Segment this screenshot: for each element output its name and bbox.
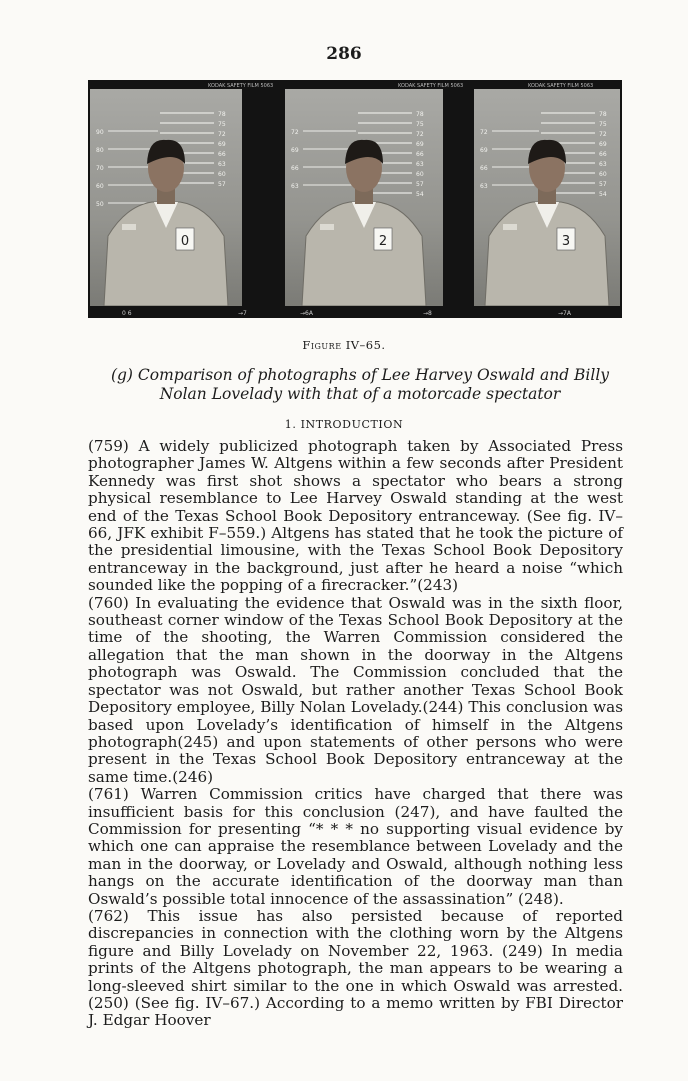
scale-label: 75 [599, 121, 607, 128]
placard-number: 3 [561, 234, 571, 249]
scale-label: 54 [599, 191, 607, 198]
subheading-introduction: 1. INTRODUCTION [284, 418, 404, 431]
scale-label: 63 [599, 161, 607, 168]
pocket-badge [320, 224, 334, 230]
scale-label: 57 [599, 181, 607, 188]
scale-label: 72 [416, 131, 424, 138]
scale-label: 72 [291, 129, 299, 136]
scale-label: 75 [416, 121, 424, 128]
mugshot-frame-0 [90, 89, 242, 306]
frame-arrow-mark: →8 [423, 310, 432, 317]
film-edge-top [88, 80, 622, 89]
scale-label: 66 [599, 151, 607, 158]
pocket-badge [122, 224, 136, 230]
scale-label: 63 [480, 183, 488, 190]
scale-label: 78 [218, 111, 226, 118]
scale-label: 69 [291, 147, 299, 154]
paragraph-760: (760) In evaluating the evidence that Oswald was in the sixth floor, southeast corner window of the Texas School Book Depository at the time of the shooting, the Warren Commission considered the allegation that the man shown in the doorway in the Altgens photograph was Oswald. The Commission concluded that the spectator was not Oswald, but rather another Texas School Book Depository employee, Billy Nolan Lovelady.(244) This conclusion was based upon Lovelady’s identification of himself in the Altgens photograph(245) and upon statements of other persons who were present in the Texas School Book Depository entranceway at the same time.(246) [88, 593, 623, 786]
scale-label: 78 [599, 111, 607, 118]
scale-label: 66 [218, 151, 226, 158]
scale-label: 57 [218, 181, 226, 188]
mugshot-frame-2 [285, 89, 443, 306]
scale-label: 90 [96, 129, 104, 136]
mugshot-drawing [90, 89, 242, 306]
page-number: 286 [326, 44, 362, 64]
scale-label: 78 [416, 111, 424, 118]
scale-label: 60 [416, 171, 424, 178]
mugshot-frame-3 [474, 89, 620, 306]
photo-figure [88, 80, 622, 318]
scale-label: 69 [416, 141, 424, 148]
film-edge-text: KODAK SAFETY FILM 5063 [208, 83, 274, 89]
scale-label: 57 [416, 181, 424, 188]
paragraph-761: (761) Warren Commission critics have charged that there was insufficient basis for this conclusion (247), and have faulted the Commission for presenting “* * * no supporting visual evidence by which one can appraise the resemblance between Lovelady and the man in the doorway, or Lovelady and Oswald, although nothing less hangs on the accurate identification of the doorway man than Oswald’s possible total innocence of the assassination” (248). [88, 785, 623, 908]
mugshot-drawing [474, 89, 620, 306]
scale-label: 80 [96, 147, 104, 154]
scale-label: 63 [218, 161, 226, 168]
scale-label: 63 [291, 183, 299, 190]
scale-label: 72 [599, 131, 607, 138]
frame-edge-mark: →6A [300, 310, 313, 317]
film-edge-text: KODAK SAFETY FILM 5063 [398, 83, 464, 89]
paragraph-759: (759) A widely publicized photograph taken by Associated Press photographer James W. Altgens within a few seconds after President Kennedy was first shot shows a spectator who bears a strong physical resemblance to Lee Harvey Oswald standing at the west end of the Texas School Book Depository entranceway. (See fig. IV–66, JFK exhibit F–559.) Altgens has stated that he took the picture of the presidential limousine, with the Texas School Book Depository entranceway in the background, just after he heard a noise “which sounded like the popping of a firecracker.”(243) [88, 437, 623, 595]
scale-label: 69 [480, 147, 488, 154]
frame-arrow-mark: →7A [558, 310, 571, 317]
pocket-badge [503, 224, 517, 230]
scale-label: 72 [218, 131, 226, 138]
frame-edge-mark: 0 6 [122, 310, 132, 317]
scale-label: 60 [96, 183, 104, 190]
scale-label: 66 [480, 165, 488, 172]
mugshot-drawing [285, 89, 443, 306]
film-edge-bottom [88, 306, 622, 318]
frame-arrow-mark: →7 [238, 310, 247, 317]
scale-label: 70 [96, 165, 104, 172]
placard-number: 0 [180, 234, 190, 249]
scale-label: 66 [291, 165, 299, 172]
scale-label: 63 [416, 161, 424, 168]
section-title-line-2: Nolan Lovelady with that of a motorcade spectator [159, 385, 561, 403]
scale-label: 50 [96, 201, 104, 208]
scale-label: 69 [599, 141, 607, 148]
section-title [80, 366, 640, 404]
scale-label: 72 [480, 129, 488, 136]
figure-caption: Figure IV–65. [302, 338, 386, 352]
scale-label: 54 [416, 191, 424, 198]
scale-label: 60 [218, 171, 226, 178]
film-edge-text: KODAK SAFETY FILM 5063 [528, 83, 594, 89]
scale-label: 69 [218, 141, 226, 148]
scale-label: 75 [218, 121, 226, 128]
placard-number: 2 [378, 234, 388, 249]
paragraph-762: (762) This issue has also persisted because of reported discrepancies in connection with the clothing worn by the Altgens figure and Billy Lovelady on November 22, 1963. (249) In media prints of the Altgens photograph, the man appears to be wearing a long-sleeved shirt similar to the one in which Oswald was arrested. (250) (See fig. IV–67.) According to a memo written by FBI Director J. Edgar Hoover [88, 906, 623, 1030]
scale-label: 60 [599, 171, 607, 178]
section-title-line-1: (g) Comparison of photographs of Lee Harvey Oswald and Billy [110, 366, 610, 384]
scale-label: 66 [416, 151, 424, 158]
body-text [88, 438, 623, 1030]
